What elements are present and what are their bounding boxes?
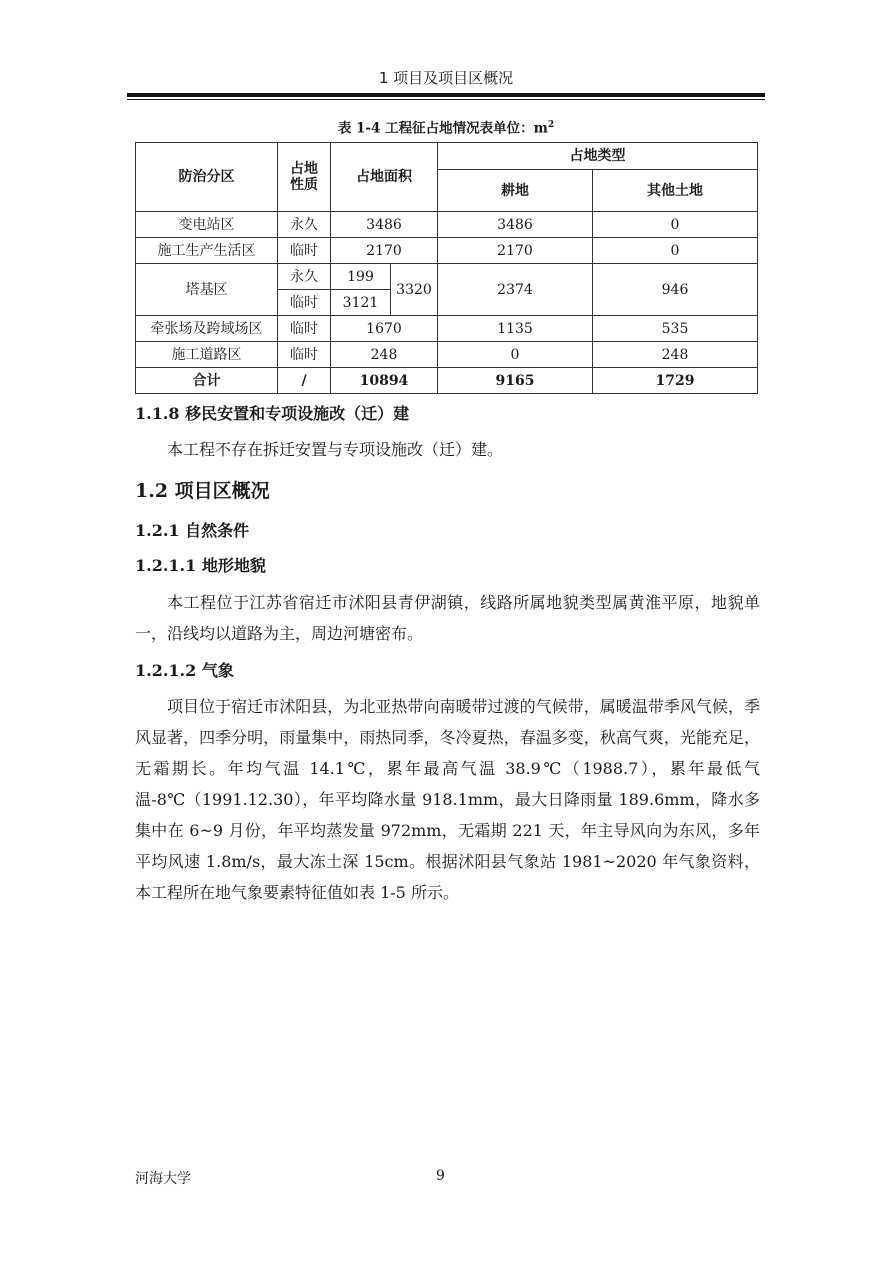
table-row [136, 264, 758, 290]
header-area: 占地面积 [331, 143, 438, 212]
cell-zone: 牵张场及跨域场区 [136, 316, 278, 342]
cell-farmland: 1135 [438, 316, 593, 342]
cell-other: 0 [593, 238, 758, 264]
footer-org: 河海大学 [135, 1171, 191, 1187]
header-other-land: 其他土地 [593, 170, 758, 212]
table-caption-sup: 2 [547, 120, 555, 130]
cell-area: 3486 [331, 212, 438, 238]
cell-area: 1670 [331, 316, 438, 342]
section-heading-1-2-1-2: 1.2.1.2 气象 [135, 661, 234, 680]
header-rule-thin [127, 99, 765, 100]
cell-nature: 永久 [278, 264, 331, 290]
cell-zone: 施工道路区 [136, 342, 278, 368]
cell-farmland: 9165 [438, 368, 593, 394]
land-occupation-table [135, 142, 758, 394]
section-heading-1-2-1-1: 1.2.1.1 地形地貌 [135, 556, 266, 575]
page-header-title: 1 项目及项目区概况 [378, 69, 514, 87]
header-nature: 占地 性质 [278, 143, 331, 212]
cell-farmland: 0 [438, 342, 593, 368]
footer-page-number: 9 [436, 1168, 445, 1184]
cell-area: 199 [331, 264, 391, 290]
section-text-1-2-1-2: 项目位于宿迁市沭阳县，为北亚热带向南暖带过渡的气候带，属暖温带季风气候，季风显著，四季分明，雨量集中，雨热同季，冬冷夏热，春温多变，秋高气爽，光能充足，无霜期长。年均气温 14.1℃，累年最高气温 38.9℃（1988.7），累年最低气温-8℃（1991.12.30），年平均降水量 918.1mm，最大日降雨量 189.6mm，降水多集中在 6~9 月份，年平均蒸发量 972mm，无霜期 221 天，年主导风向为东风，多年平均风速 1.8m/s，最大冻土深 15cm。根据沭阳县气象站 1981~2020 年气象资料，本工程所在地气象要素特征值如表 1-5 所示。 [135, 697, 760, 902]
cell-zone: 合计 [136, 368, 278, 394]
table-caption [135, 116, 757, 138]
cell-area: 2170 [331, 238, 438, 264]
header-land-type: 占地类型 [438, 143, 758, 170]
header-rule-thick [127, 93, 765, 97]
table-row [136, 238, 758, 264]
cell-farmland: 2170 [438, 238, 593, 264]
section-text-1-2-1-1: 本工程位于江苏省宿迁市沭阳县青伊湖镇，线路所属地貌类型属黄淮平原，地貌单一，沿线均以道路为主，周边河塘密布。 [135, 593, 760, 643]
cell-nature: 临时 [278, 238, 331, 264]
cell-area: 248 [331, 342, 438, 368]
cell-zone: 变电站区 [136, 212, 278, 238]
section-text-1-1-8: 本工程不存在拆迁安置与专项设施改（迁）建。 [167, 440, 504, 459]
cell-area: 3121 [331, 290, 391, 316]
cell-nature: 临时 [278, 342, 331, 368]
cell-nature: / [278, 368, 331, 394]
table-row [136, 316, 758, 342]
cell-nature: 临时 [278, 316, 331, 342]
table-caption-text: 表 1-4 工程征占地情况表单位：m [337, 120, 548, 137]
cell-other: 248 [593, 342, 758, 368]
cell-area: 10894 [331, 368, 438, 394]
cell-other: 946 [593, 264, 758, 316]
section-heading-1-2-1: 1.2.1 自然条件 [135, 521, 250, 540]
cell-nature: 临时 [278, 290, 331, 316]
cell-zone: 塔基区 [136, 264, 278, 316]
cell-other: 535 [593, 316, 758, 342]
table-row [136, 342, 758, 368]
cell-farmland: 2374 [438, 264, 593, 316]
cell-zone: 施工生产生活区 [136, 238, 278, 264]
header-farmland: 耕地 [438, 170, 593, 212]
cell-farmland: 3486 [438, 212, 593, 238]
cell-other: 1729 [593, 368, 758, 394]
cell-other: 0 [593, 212, 758, 238]
section-heading-1-2: 1.2 项目区概况 [135, 480, 270, 502]
cell-area-total: 3320 [391, 264, 438, 316]
header-zone: 防治分区 [136, 143, 278, 212]
cell-nature: 永久 [278, 212, 331, 238]
table-row [136, 212, 758, 238]
table-row-total [136, 368, 758, 394]
section-heading-1-1-8: 1.1.8 移民安置和专项设施改（迁）建 [135, 404, 410, 423]
